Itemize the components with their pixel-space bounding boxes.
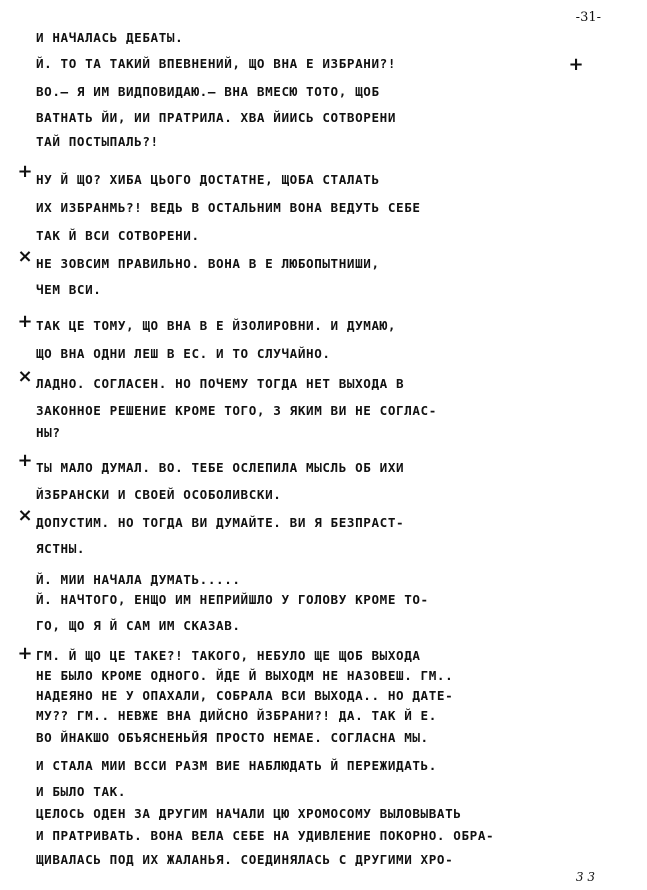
plus-marker: + xyxy=(17,311,33,332)
text-line: ВО ЙНАКШО ОБЪЯСНЕНЬЙЯ ПРОСТО НЕМАЕ. СОГЛАСНА МЫ. xyxy=(36,730,429,745)
text-line: НЕ ЗОВСИМ ПРАВИЛЬНО. ВОНА В Е ЛЮБОПЫТНИШИ, xyxy=(36,256,380,271)
plus-marker: + xyxy=(17,643,33,664)
text-line: И СТАЛА МИИ ВССИ РАЗМ ВИЕ НАБЛЮДАТЬ Й ПЕРЕЖИДАТЬ. xyxy=(36,758,437,773)
text-line: НЫ? xyxy=(36,425,61,440)
text-line: ГМ. Й ЩО ЦЕ ТАКЕ?! ТАКОГО, НЕБУЛО ЩЕ ЩОБ ВЫХОДА xyxy=(36,648,421,663)
text-line: Й. ТО ТА ТАКИЙ ВПЕВНЕНИЙ, ЩО ВНА Е ИЗБРАНИ?! xyxy=(36,56,397,71)
text-line: ЛАДНО. СОГЛАСЕН. НО ПОЧЕМУ ТОГДА НЕТ ВЫХОДА В xyxy=(36,376,405,391)
text-line: ЧЕМ ВСИ. xyxy=(36,282,102,297)
text-line: ВО.— Я ИМ ВИДПОВИДАЮ.— ВНА ВМЕСЮ ТОТО, ЩОБ xyxy=(36,84,380,99)
text-line: И НАЧАЛАСЬ ДЕБАТЫ. xyxy=(36,30,184,45)
text-line: ЙЗБРАНСКИ И СВОЕЙ ОСОБОЛИВСКИ. xyxy=(36,487,282,502)
text-line: ДОПУСТИМ. НО ТОГДА ВИ ДУМАЙТЕ. ВИ Я БЕЗПРАСТ- xyxy=(36,515,405,530)
text-line: НЕ БЫЛО КРОМЕ ОДНОГО. ЙДЕ Й ВЫХОДМ НЕ НАЗОВЕШ. ГМ.. xyxy=(36,668,454,683)
text-line: ГО, ЩО Я Й САМ ИМ СКАЗАВ. xyxy=(36,618,241,633)
text-line: ТАЙ ПОСТЫПАЛЬ?! xyxy=(36,134,159,149)
corner-page-mark: 3 3 xyxy=(575,870,595,884)
text-line: ЦЕЛОСЬ ОДЕН ЗА ДРУГИМ НАЧАЛИ ЦЮ ХРОМОСОМУ ВЫЛОВЫВАТЬ xyxy=(36,806,462,821)
text-line: ТАК ЦЕ ТОМУ, ЩО ВНА В Е ЙЗОЛИРОВНИ. И ДУМАЮ, xyxy=(36,318,397,333)
text-line: ЩО ВНА ОДНИ ЛЕШ В ЕС. И ТО СЛУЧАЙНО. xyxy=(36,346,331,361)
cross-marker: × xyxy=(17,366,33,387)
text-line: НУ Й ЩО? ХИБА ЦЬОГО ДОСТАТНЕ, ЩОБА СТАЛАТЬ xyxy=(36,172,380,187)
text-line: ТЫ МАЛО ДУМАЛ. ВО. ТЕБЕ ОСЛЕПИЛА МЫСЛЬ ОБ ИХИ xyxy=(36,460,405,475)
cross-marker: × xyxy=(17,505,33,526)
text-line: ИХ ИЗБРАНМЬ?! ВЕДЬ В ОСТАЛЬНИМ ВОНА ВЕДУТЬ СЕБЕ xyxy=(36,200,421,215)
text-line: И ПРАТРИВАТЬ. ВОНА ВЕЛА СЕБЕ НА УДИВЛЕНИЕ ПОКОРНО. ОБРА- xyxy=(36,828,495,843)
text-line: ЯСТНЫ. xyxy=(36,541,86,556)
text-line: МУ?? ГМ.. НЕВЖЕ ВНА ДИЙСНО ЙЗБРАНИ?! ДА. ТАК Й Е. xyxy=(36,708,437,723)
page-number: -31- xyxy=(575,10,601,25)
text-line: ЗАКОННОЕ РЕШЕНИЕ КРОМЕ ТОГО, З ЯКИМ ВИ НЕ СОГЛАС- xyxy=(36,403,437,418)
text-line: ВАТНАТЬ ЙИ, ИИ ПРАТРИЛА. ХВА ЙИИСЬ СОТВОРЕНИ xyxy=(36,110,397,125)
plus-marker: + xyxy=(568,54,584,75)
text-line: ТАК Й ВСИ СОТВОРЕНИ. xyxy=(36,228,200,243)
plus-marker: + xyxy=(17,161,33,182)
text-line: И БЫЛО ТАК. xyxy=(36,784,127,799)
text-line: НАДЕЯНО НЕ У ОПАХАЛИ, СОБРАЛА ВСИ ВЫХОДА.. НО ДАТЕ- xyxy=(36,688,454,703)
text-line: Й. НАЧТОГО, ЕНЩО ИМ НЕПРИЙШЛО У ГОЛОВУ КРОМЕ ТО- xyxy=(36,592,429,607)
cross-marker: × xyxy=(17,246,33,267)
plus-marker: + xyxy=(17,450,33,471)
text-line: Й. МИИ НАЧАЛА ДУМАТЬ..... xyxy=(36,572,241,587)
text-line: ЩИВАЛАСЬ ПОД ИХ ЖАЛАНЬЯ. СОЕДИНЯЛАСЬ С ДРУГИМИ ХРО- xyxy=(36,852,454,867)
